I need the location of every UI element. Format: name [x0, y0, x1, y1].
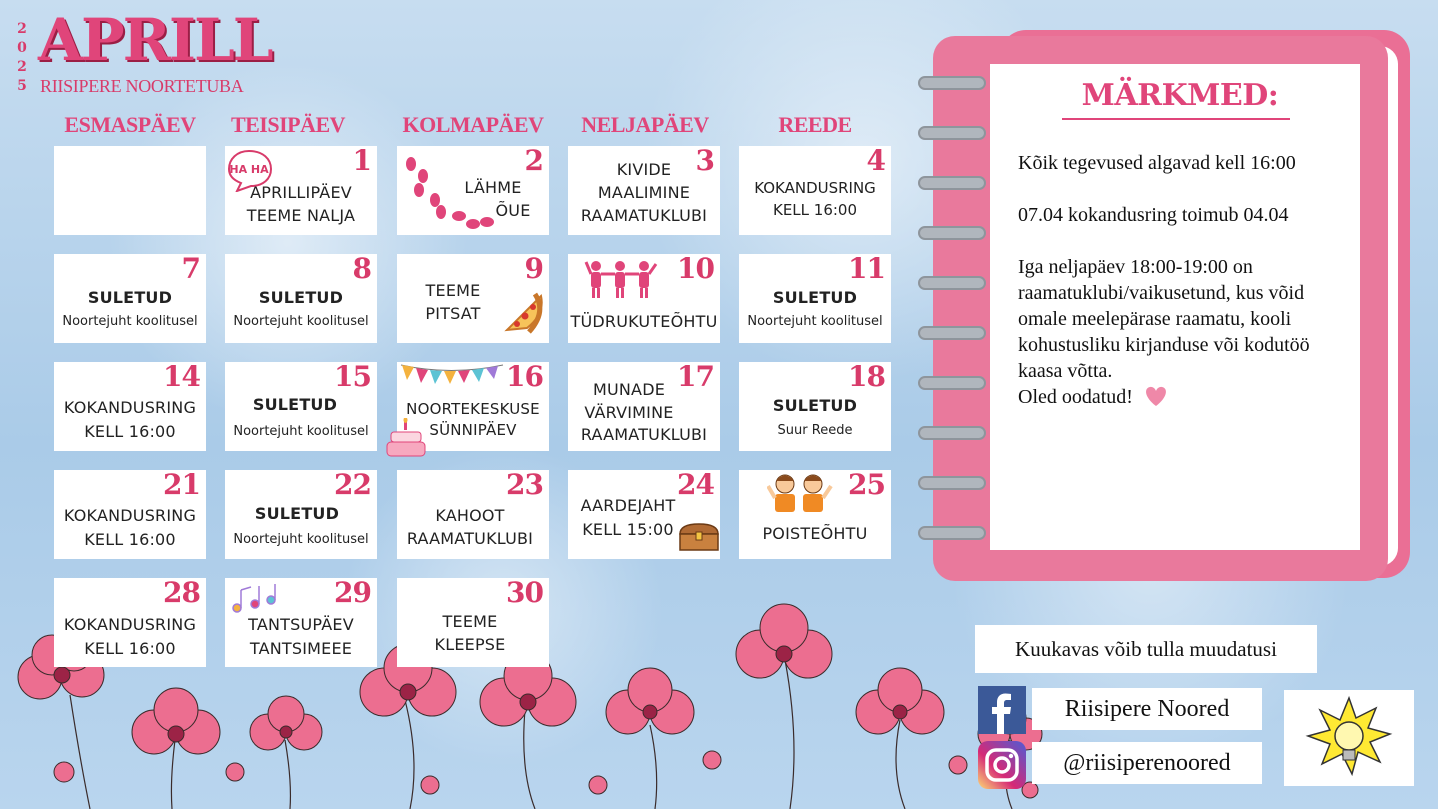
spiral-ring	[918, 176, 986, 190]
day-line: KOKANDUSRING	[63, 506, 197, 525]
closed-note: Noortejuht koolitusel	[233, 314, 369, 329]
day-cell-empty	[54, 146, 206, 235]
day-line: KOKANDUSRING	[63, 398, 197, 417]
spiral-ring	[918, 326, 986, 340]
day-number: 3	[695, 144, 714, 177]
day-cell	[225, 470, 377, 559]
day-line: KELL 16:00	[84, 530, 176, 549]
day-line: PITSAT	[425, 304, 481, 323]
day-cell	[397, 146, 549, 235]
closed-note: Noortejuht koolitusel	[747, 314, 883, 329]
treasure-chest-icon	[678, 522, 720, 552]
day-line: TÜDRUKUTEÕHTU	[570, 312, 718, 331]
day-cell	[568, 254, 720, 343]
day-line: KELL 15:00	[582, 520, 674, 539]
year-digit: 0	[17, 40, 27, 56]
day-number: 29	[334, 576, 371, 609]
day-line: KELL 16:00	[772, 201, 858, 219]
weekday-header: TEISIPÄEV	[230, 112, 346, 137]
month-title: APRILL	[38, 6, 272, 74]
day-number: 17	[677, 360, 714, 393]
closed-note: Noortejuht koolitusel	[233, 424, 369, 439]
instagram-icon[interactable]	[978, 741, 1026, 789]
closed-title: SULETUD	[254, 504, 340, 523]
day-number: 4	[866, 144, 885, 177]
weekday-header: ESMASPÄEV	[64, 112, 196, 137]
pizza-icon	[503, 292, 545, 334]
note-paragraph: 07.04 kokandusring toimub 04.04	[1018, 204, 1289, 226]
notes-underline	[1062, 118, 1290, 120]
lightbulb-logo-icon	[1284, 690, 1414, 786]
note-paragraph: Iga neljapäev 18:00-19:00 on raamatuklubi/vaikusetund, kus võid omale meelepärase raamatu, kooli kohustusliku kirjanduse või kodutöö kaasa võtta.	[1018, 256, 1310, 382]
spiral-ring	[918, 226, 986, 240]
day-line: KIVIDE	[616, 160, 672, 179]
day-cell	[739, 254, 891, 343]
day-line: MAALIMINE	[597, 183, 691, 202]
notes-title: MÄRKMED:	[1081, 78, 1279, 113]
day-number: 11	[848, 252, 885, 285]
day-number: 16	[506, 360, 543, 393]
day-line: KLEEPSE	[434, 635, 506, 654]
weekday-header: KOLMAPÄEV	[402, 112, 544, 137]
day-cell	[739, 362, 891, 451]
closed-title: SULETUD	[87, 288, 173, 307]
day-line: KAHOOT	[435, 506, 505, 525]
day-cell	[568, 146, 720, 235]
closed-note: Noortejuht koolitusel	[62, 314, 198, 329]
day-cell	[739, 470, 891, 559]
change-notice: Kuukavas võib tulla muudatusi	[975, 625, 1317, 673]
facebook-link[interactable]: Riisipere Noored	[1032, 688, 1262, 730]
day-number: 10	[677, 252, 714, 285]
instagram-link[interactable]: @riisiperenoored	[1032, 742, 1262, 784]
spiral-ring	[918, 526, 986, 540]
day-number: 9	[524, 252, 543, 285]
day-number: 15	[334, 360, 371, 393]
closed-title: SULETUD	[258, 288, 344, 307]
spiral-ring	[918, 276, 986, 290]
day-line: TANTSIMEEE	[249, 639, 353, 658]
closed-note: Suur Reede	[777, 423, 853, 438]
year-vertical	[14, 20, 30, 96]
day-number: 8	[352, 252, 371, 285]
year-digit: 5	[17, 78, 27, 94]
day-number: 30	[506, 576, 543, 609]
day-number: 18	[848, 360, 885, 393]
closed-title: SULETUD	[772, 288, 858, 307]
day-line: KOKANDUSRING	[754, 179, 876, 197]
weekday-header: NELJAPÄEV	[581, 112, 709, 137]
day-line: RAAMATUKLUBI	[580, 425, 708, 444]
spiral-ring	[918, 476, 986, 490]
closed-note: Noortejuht koolitusel	[233, 532, 369, 547]
day-line: AARDEJAHT	[580, 496, 676, 515]
day-line: RAAMATUKLUBI	[580, 206, 708, 225]
year-digit: 2	[17, 59, 27, 75]
notes-body	[1018, 150, 1338, 410]
year-digit: 2	[17, 21, 27, 37]
day-line: APRILLIPÄEV	[250, 183, 352, 202]
day-cell	[739, 146, 891, 235]
birthday-cake-icon	[385, 418, 427, 460]
weekday-header: REEDE	[778, 112, 852, 137]
day-cell	[225, 146, 377, 235]
day-cell	[225, 578, 377, 667]
day-line: TEEME	[425, 281, 481, 300]
day-line: TEEME	[442, 612, 498, 631]
day-cell	[568, 470, 720, 559]
day-line: KOKANDUSRING	[63, 615, 197, 634]
closed-title: SULETUD	[252, 395, 338, 414]
day-cell	[397, 578, 549, 667]
day-number: 1	[352, 144, 371, 177]
day-cell	[568, 362, 720, 451]
day-cell	[397, 254, 549, 343]
facebook-icon[interactable]	[978, 686, 1026, 734]
day-number: 21	[163, 468, 200, 501]
day-line: VÄRVIMINE	[584, 403, 674, 422]
note-closing: Oled oodatud!	[1018, 386, 1133, 408]
organization-subtitle: RIISIPERE NOORTETUBA	[40, 76, 244, 96]
day-cell	[225, 362, 377, 451]
day-line: NOORTEKESKUSE	[406, 400, 540, 418]
bunting-icon	[399, 362, 505, 386]
day-line: POISTEÕHTU	[762, 524, 868, 543]
day-cell	[54, 362, 206, 451]
day-number: 23	[506, 468, 543, 501]
day-line: TANTSUPÄEV	[248, 615, 354, 634]
day-line: SÜNNIPÄEV	[429, 421, 517, 439]
day-number: 25	[848, 468, 885, 501]
day-number: 28	[163, 576, 200, 609]
day-line: KELL 16:00	[84, 639, 176, 658]
day-cell	[54, 578, 206, 667]
day-number: 14	[163, 360, 200, 393]
boys-icon	[767, 472, 833, 516]
day-number: 24	[677, 468, 714, 501]
day-cell	[225, 254, 377, 343]
day-cell	[397, 470, 549, 559]
day-line: LÄHME	[464, 178, 522, 197]
note-paragraph	[1018, 384, 1338, 410]
day-number: 22	[334, 468, 371, 501]
spiral-ring	[918, 426, 986, 440]
note-paragraph: Kõik tegevused algavad kell 16:00	[1018, 152, 1296, 174]
girls-icon	[584, 258, 664, 300]
day-line: KELL 16:00	[84, 422, 176, 441]
day-line: RAAMATUKLUBI	[406, 529, 534, 548]
day-line: MUNADE	[592, 380, 666, 399]
bubble-text: HA HA	[229, 163, 269, 176]
closed-title: SULETUD	[772, 396, 858, 415]
spiral-ring	[918, 76, 986, 90]
day-line: TEEME NALJA	[246, 206, 356, 225]
spiral-ring	[918, 126, 986, 140]
day-number: 2	[524, 144, 543, 177]
day-cell	[54, 470, 206, 559]
spiral-ring	[918, 376, 986, 390]
heart-icon	[1142, 384, 1170, 408]
logo-box	[1284, 690, 1414, 786]
day-line: ÕUE	[495, 201, 531, 220]
day-cell	[54, 254, 206, 343]
day-number: 7	[181, 252, 200, 285]
